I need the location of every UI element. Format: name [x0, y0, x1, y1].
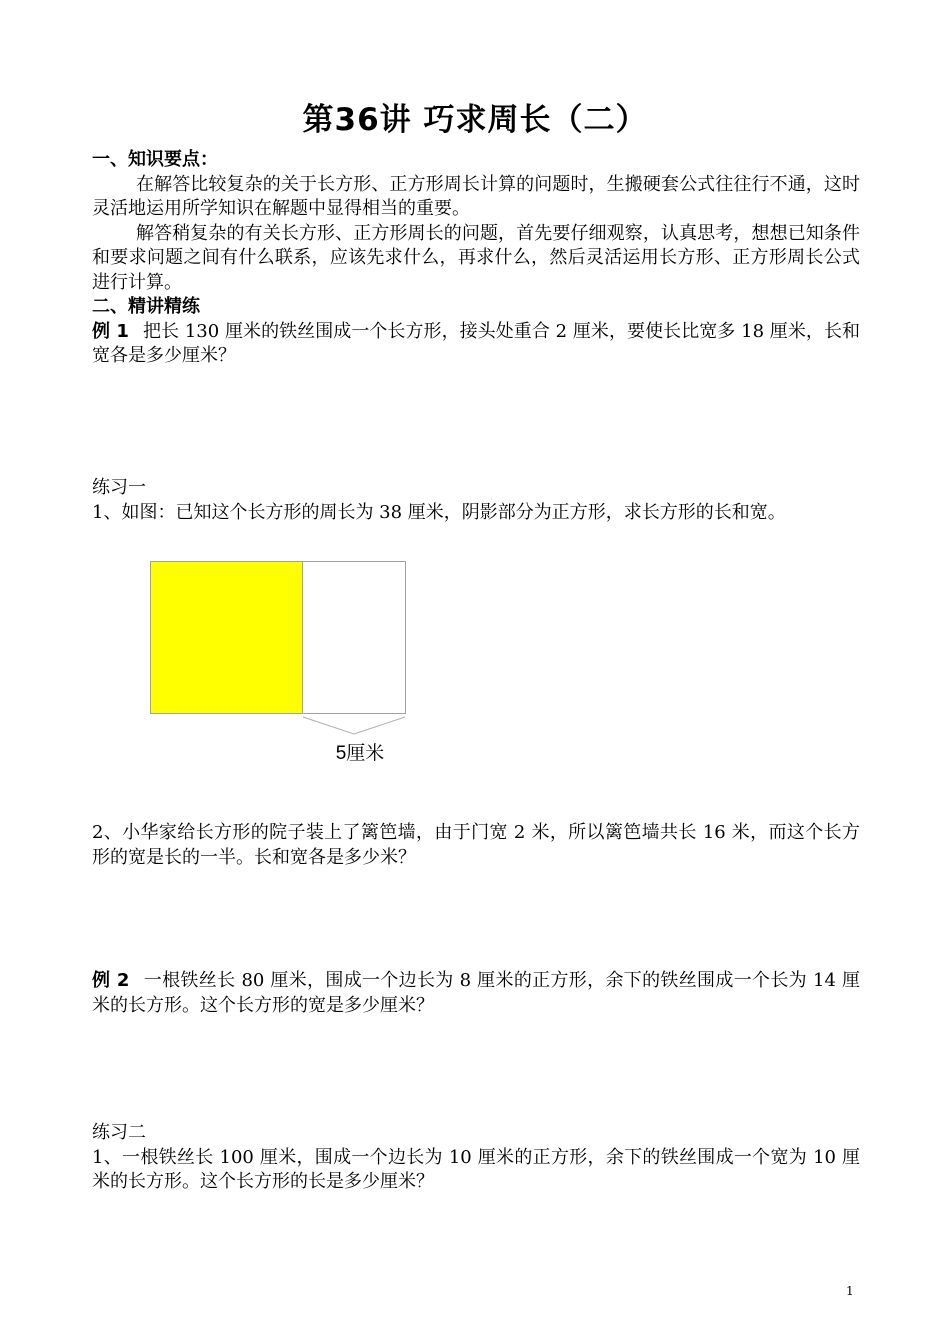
- example-2-block: [92, 969, 860, 1018]
- practice-1-question-2: 2、小华家给长方形的院子装上了篱笆墙，由于门宽 2 米，所以篱笆墙共长 16 米，而这个长方形的宽是长的一半。长和宽各是多少米？: [92, 822, 860, 868]
- example-2: [92, 969, 860, 1018]
- practice-2-question-1: 1、一根铁丝长 100 厘米，围成一个边长为 10 厘米的正方形，余下的铁丝围成一个宽为 10 厘米的长方形。这个长方形的长是多少厘米？: [92, 1146, 860, 1192]
- knowledge-paragraph-1: 在解答比较复杂的关于长方形、正方形周长计算的问题时，生搬硬套公式往往行不通，这时灵活地运用所学知识在解题中显得相当的重要。: [92, 173, 860, 219]
- width-label: 5厘米: [335, 743, 385, 761]
- rectangle-figure: [150, 561, 406, 761]
- page-title: 第36讲 巧求周长（二）: [302, 102, 648, 138]
- practice-1-q2-block: [92, 821, 860, 870]
- width-brace: [303, 717, 405, 734]
- shaded-square: [151, 562, 303, 714]
- example-1-text: 把长 130 厘米的铁丝围成一个长方形，接头处重合 2 厘米，要使长比宽多 18 厘米，长和宽各是多少厘米？: [92, 320, 860, 366]
- example-2-label: 例 2: [92, 970, 130, 991]
- practice-2: [92, 1121, 860, 1195]
- knowledge-paragraph-2: 解答稍复杂的有关长方形、正方形周长的问题，首先要仔细观察，认真思考，想想已知条件和要求问题之间有什么联系，应该先求什么，再求什么，然后灵活运用长方形、正方形周长公式进行计算。: [92, 222, 860, 293]
- page-number: 1: [846, 1284, 854, 1298]
- example-1: [92, 320, 860, 369]
- practice-1-heading: 练习一: [92, 477, 146, 498]
- practice-section-heading: 二、精讲精练: [92, 296, 200, 317]
- practice-2-heading: 练习二: [92, 1122, 146, 1143]
- practice-1: [92, 476, 860, 525]
- knowledge-heading: 一、知识要点：: [92, 149, 218, 170]
- knowledge-section: [92, 148, 860, 369]
- example-2-text: 一根铁丝长 80 厘米，围成一个边长为 8 厘米的正方形，余下的铁丝围成一个长为 14 厘米的长方形。这个长方形的宽是多少厘米？: [92, 970, 861, 1016]
- practice-1-question-1: 1、如图：已知这个长方形的周长为 38 厘米，阴影部分为正方形，求长方形的长和宽。: [92, 501, 786, 523]
- example-1-label: 例 1: [92, 320, 129, 342]
